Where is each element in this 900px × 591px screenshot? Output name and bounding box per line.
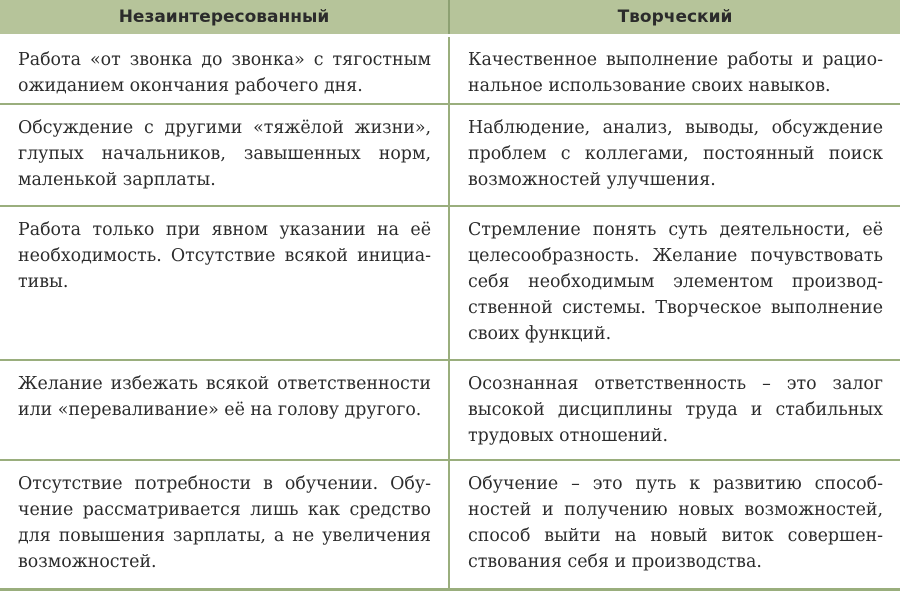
cell-creative: Осознанная ответственность – это залог высокой дисциплины труда и стабильных трудовых отношений.: [449, 360, 900, 460]
table-row: [0, 206, 900, 360]
table-row: [0, 36, 900, 104]
cell-creative: Наблюдение, анализ, выводы, обсуждение проблем с коллегами, постоянный поиск возможностей улучшения.: [449, 104, 900, 206]
cell-uninterested: Обсуждение с другими «тяжёлой жизни», глупых начальников, завышенных норм, маленькой зарплаты.: [0, 104, 449, 206]
header-row: [0, 0, 900, 36]
header-creative: Творческий: [449, 0, 900, 36]
table-row: [0, 460, 900, 590]
cell-creative: Обучение – это путь к развитию способностей и получению новых возможностей, способ выйти на новый виток совершенствования себя и производства.: [449, 460, 900, 590]
cell-uninterested: Отсутствие потребности в обучении. Обучение рассматривается лишь как средство для повышения зарплаты, а не увеличения возможностей.: [0, 460, 449, 590]
cell-creative: Стремление понять суть деятельности, её целесообразность. Желание почувствовать себя необходимым элементом производственной системы. Творческое выполнение своих функций.: [449, 206, 900, 360]
table-row: [0, 104, 900, 206]
cell-uninterested: Желание избежать всякой ответственности или «переваливание» её на голову другого.: [0, 360, 449, 460]
header-uninterested: Незаинтересованный: [0, 0, 449, 36]
cell-creative: Качественное выполнение работы и рациональное использование своих навыков.: [449, 36, 900, 104]
table-row: [0, 360, 900, 460]
cell-uninterested: Работа только при явном указании на её необходимость. Отсутствие всякой инициативы.: [0, 206, 449, 360]
cell-uninterested: Работа «от звонка до звонка» с тягостным ожиданием окончания рабочего дня.: [0, 36, 449, 104]
